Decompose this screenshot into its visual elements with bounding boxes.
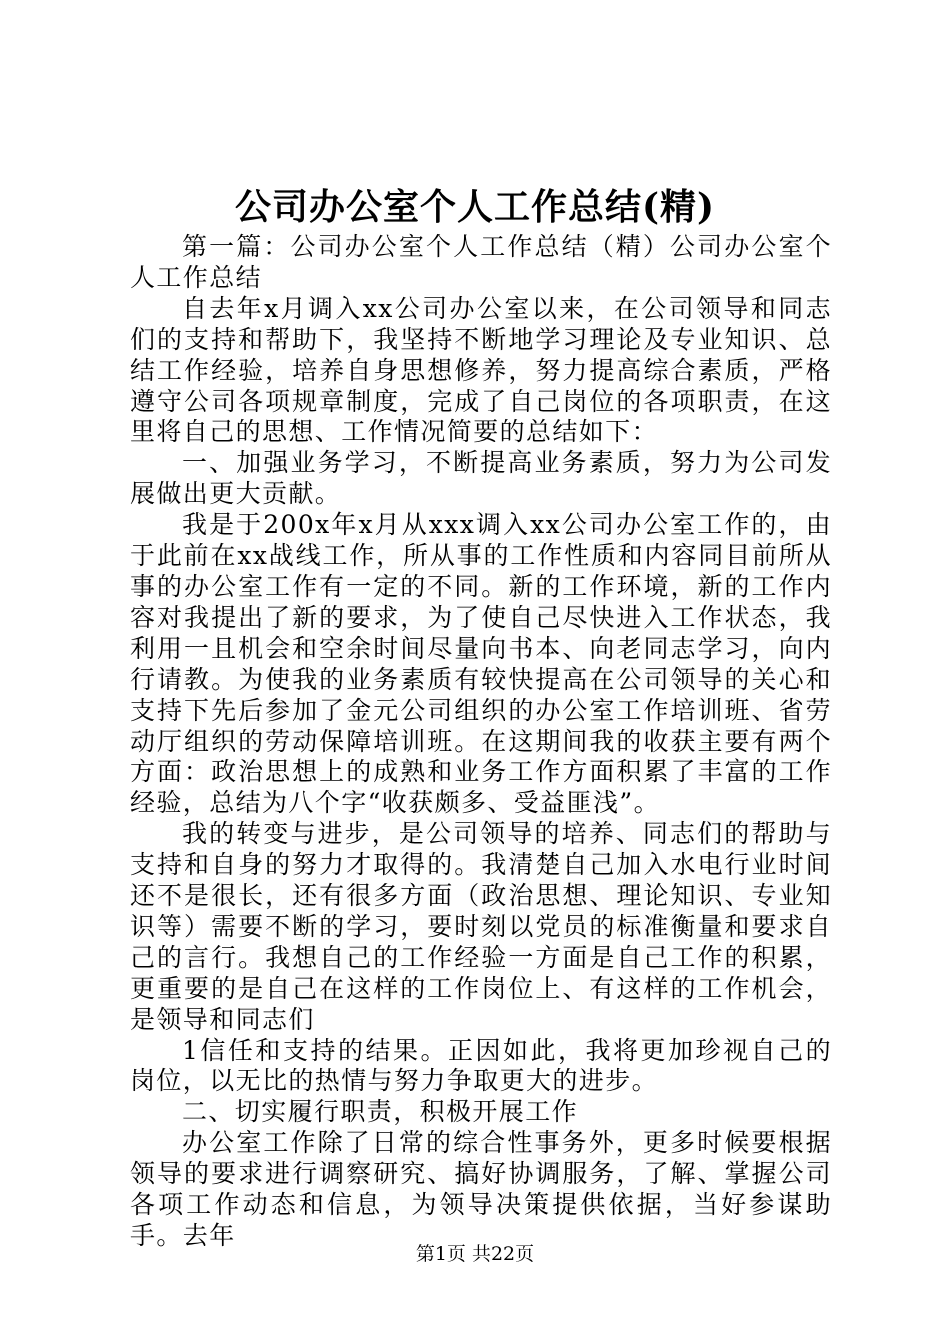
document-body	[130, 232, 832, 1252]
paragraph: 1信任和支持的结果。正因如此，我将更加珍视自己的岗位，以无比的热情与努力争取更大的进步。	[130, 1035, 832, 1096]
paragraph-heading: 第一篇：公司办公室个人工作总结（精）公司办公室个人工作总结	[130, 232, 832, 292]
paragraph: 我的转变与进步，是公司领导的培养、同志们的帮助与支持和自身的努力才取得的。我清楚自己加入水电行业时间还不是很长，还有很多方面（政治思想、理论知识、专业知识等）需要不断的学习，要时刻以党员的标准衡量和要求自己的言行。我想自己的工作经验一方面是自己工作的积累，更重要的是自己在这样的工作岗位上、有这样的工作机会，是领导和同志们	[130, 819, 832, 1034]
document-title: 公司办公室个人工作总结(精)	[234, 186, 716, 228]
paragraph: 我是于200x年x月从xxx调入xx公司办公室工作的，由于此前在xx战线工作，所从事的工作性质和内容同目前所从事的办公室工作有一定的不同。新的工作环境，新的工作内容对我提出了新的要求，为了使自己尽快进入工作状态，我利用一且机会和空余时间尽量向书本、向老同志学习，向内行请教。为使我的业务素质有较快提高在公司领导的关心和支持下先后参加了金元公司组织的办公室工作培训班、省劳动厅组织的劳动保障培训班。在这期间我的收获主要有两个方面：政治思想上的成熟和业务工作方面积累了丰富的工作经验，总结为八个字“收获颇多、受益匪浅”。	[130, 510, 832, 818]
section-heading-1: 一、加强业务学习，不断提高业务素质，努力为公司发展做出更大贡献。	[130, 448, 832, 509]
paragraph: 办公室工作除了日常的综合性事务外，更多时候要根据领导的要求进行调察研究、搞好协调服务，了解、掌握公司各项工作动态和信息，为领导决策提供依据，当好参谋助手。去年	[130, 1128, 832, 1250]
paragraph-intro: 自去年x月调入xx公司办公室以来，在公司领导和同志们的支持和帮助下，我坚持不断地学习理论及专业知识、总结工作经验，培养自身思想修养，努力提高综合素质，严格遵守公司各项规章制度，完成了自己岗位的各项职责，在这里将自己的思想、工作情况简要的总结如下：	[130, 293, 832, 447]
section-heading-2: 二、切实履行职责，积极开展工作	[182, 1097, 579, 1127]
page-number-footer: 第1页 共22页	[415, 1243, 535, 1265]
